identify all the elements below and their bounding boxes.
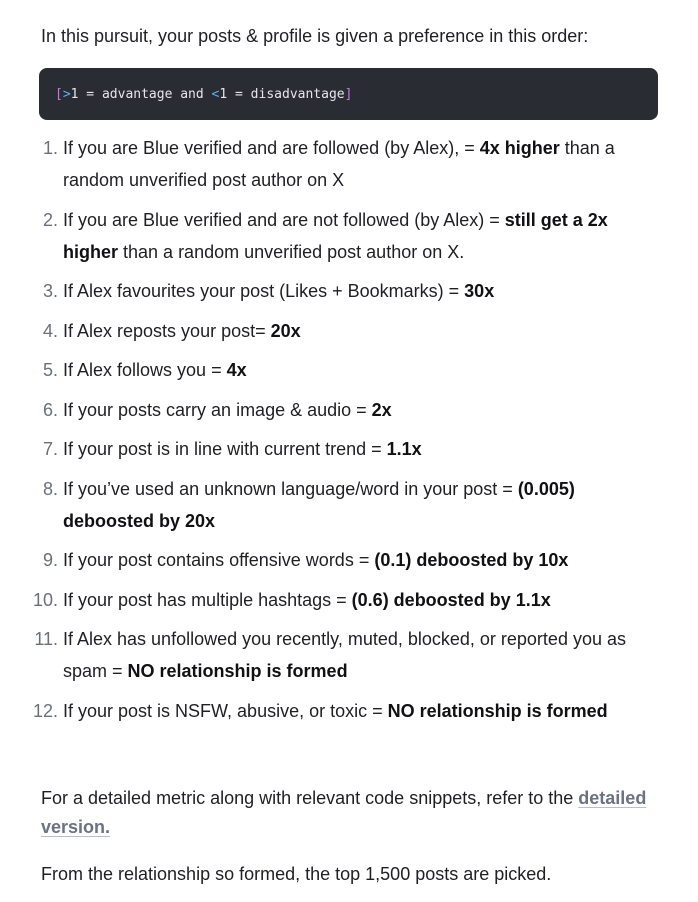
list-item (0, 132, 698, 196)
list-item-number: 1. (42, 138, 58, 158)
code-one-b: 1 (219, 86, 228, 102)
list-item-text (63, 623, 653, 687)
metric-paragraph (41, 784, 661, 842)
list-item-text (63, 315, 653, 347)
list-item-number: 4. (42, 320, 58, 341)
list-item-number: 5. (42, 360, 58, 380)
list-item-text (63, 584, 653, 616)
code-advantage-text: = advantage and (78, 86, 212, 102)
list-item-segment: If Alex follows you = (63, 360, 227, 380)
list-item (0, 394, 698, 426)
metric-text: For a detailed metric along with relevant code snippets, refer to the (41, 788, 579, 808)
list-item-segment: If you are Blue verified and are not followed (by Alex) = (63, 209, 505, 230)
list-item-number: 10. (32, 589, 58, 610)
code-block (39, 68, 658, 120)
list-item-text (63, 433, 653, 465)
code-open-bracket: [ (55, 86, 63, 102)
list-item-number: 7. (42, 439, 58, 459)
list-item (0, 275, 698, 307)
list-item-number: 2. (42, 209, 58, 230)
list-item-segment: If your post has multiple hashtags = (63, 589, 352, 610)
list-item (0, 695, 698, 727)
list-item-text (63, 132, 653, 196)
list-item (0, 354, 698, 386)
code-one-a: 1 (70, 86, 79, 102)
list-item-emphasis: 1.1x (386, 439, 422, 459)
list-item-text (63, 204, 653, 268)
list-item-text (63, 544, 653, 576)
list-item-segment: If your post contains offensive words = (63, 550, 375, 570)
list-item-segment: If you’ve used an unknown language/word in your post = (63, 478, 518, 499)
list-item (0, 433, 698, 465)
list-item-segment: If Alex reposts your post= (63, 320, 271, 341)
intro-paragraph: In this pursuit, your posts & profile is given a preference in this order: (41, 26, 589, 46)
list-item-segment: than a random unverified post author on X (63, 138, 615, 190)
closing-paragraph: From the relationship so formed, the top 1,500 posts are picked. (41, 864, 552, 884)
detailed-version-link[interactable]: detailed version. (41, 788, 647, 837)
preference-list (0, 132, 698, 734)
code-greater-than: > (62, 86, 71, 102)
list-item-emphasis: (0.6) deboosted by 1.1x (351, 589, 551, 610)
list-item (0, 315, 698, 347)
list-item-emphasis: 30x (464, 281, 495, 301)
list-item-text (63, 695, 653, 727)
list-item-segment: If your post is NSFW, abusive, or toxic = (63, 700, 388, 721)
list-item-emphasis: 4x (226, 360, 247, 380)
list-item-emphasis: 4x higher (479, 138, 560, 158)
list-item-text (63, 354, 653, 386)
list-item (0, 544, 698, 576)
code-less-than: < (211, 86, 220, 102)
list-item-segment: than a random unverified post author on X. (118, 241, 465, 262)
list-item (0, 584, 698, 616)
code-disadvantage-text: = disadvantage (227, 86, 345, 102)
list-item-emphasis: (0.1) deboosted by 10x (374, 550, 569, 570)
list-item-segment: If your post is in line with current trend = (63, 439, 387, 459)
list-item-text (63, 394, 653, 426)
list-item (0, 473, 698, 537)
list-item-text (63, 275, 653, 307)
list-item-number: 9. (42, 550, 58, 570)
list-item-emphasis: NO relationship is formed (387, 700, 608, 721)
list-item-number: 3. (42, 281, 58, 301)
list-item-text (63, 473, 653, 537)
list-item-number: 6. (42, 399, 58, 420)
list-item-number: 8. (42, 478, 58, 499)
list-item-emphasis: 20x (270, 320, 301, 341)
list-item (0, 204, 698, 268)
list-item-emphasis: 2x (371, 399, 392, 420)
list-item-segment: If your posts carry an image & audio = (63, 399, 372, 420)
list-item-emphasis: still get a 2x higher (63, 209, 608, 262)
list-item-segment: If Alex favourites your post (Likes + Bookmarks) = (63, 281, 465, 301)
code-close-bracket: ] (344, 86, 353, 102)
list-item-number: 11. (34, 629, 58, 649)
list-item-number: 12. (32, 700, 58, 721)
list-item (0, 623, 698, 687)
list-item-emphasis: (0.005) deboosted by 20x (63, 478, 575, 531)
list-item-segment: If you are Blue verified and are followed (by Alex), = (63, 138, 480, 158)
list-item-emphasis: NO relationship is formed (127, 661, 348, 681)
list-item-segment: If Alex has unfollowed you recently, muted, blocked, or reported you as spam = (63, 629, 626, 681)
